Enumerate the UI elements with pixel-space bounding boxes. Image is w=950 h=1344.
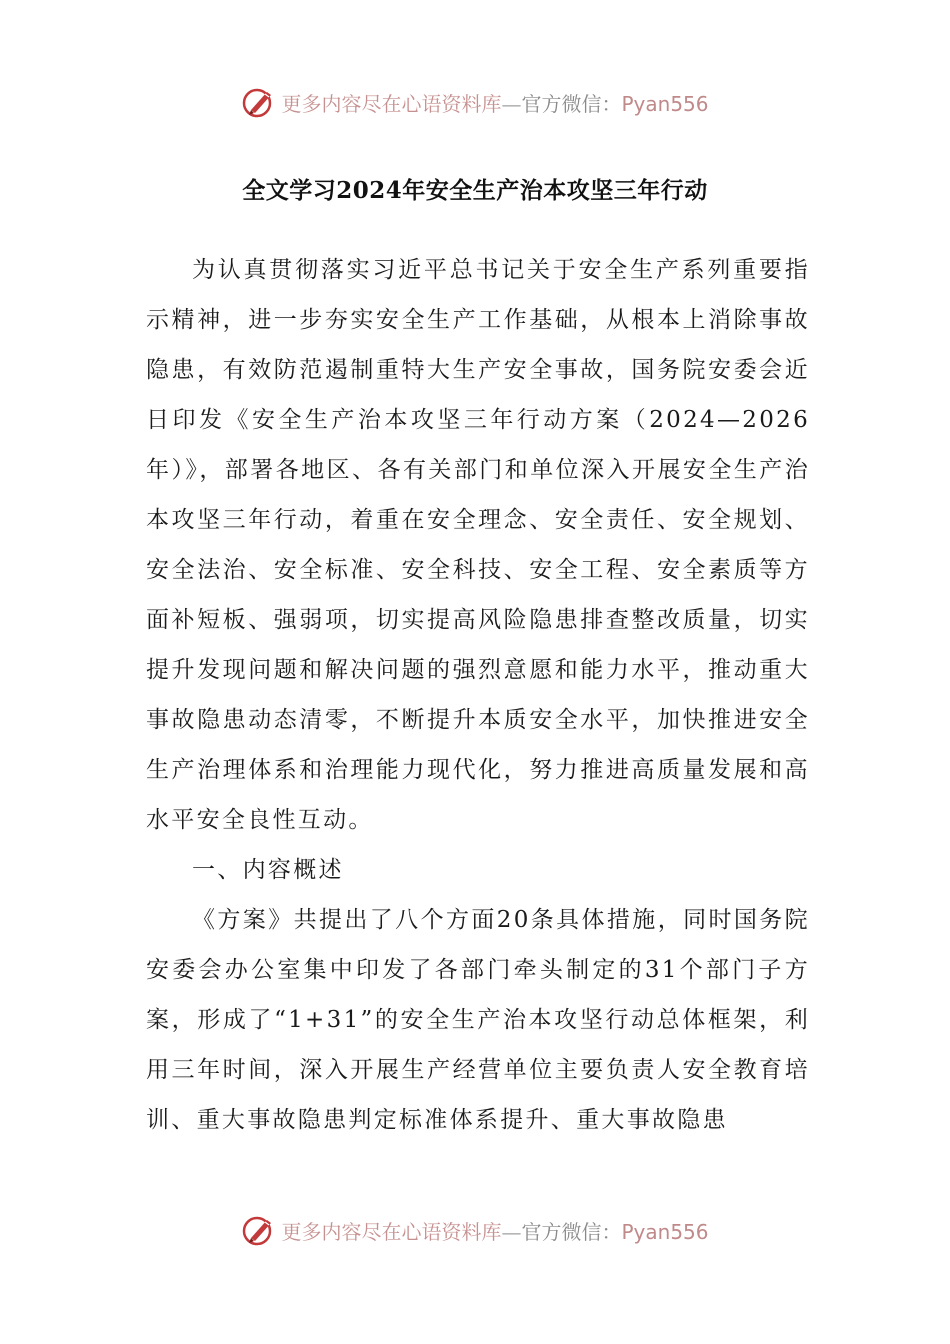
watermark-brand: 更多内容尽在心语资料库 [281,1219,502,1244]
watermark-wechat-label: 官方微信： [521,91,622,116]
watermark-header [0,80,950,124]
watermark-wechat-id: Pyan556 [621,91,709,116]
section-heading: 一、内容概述 [192,857,344,883]
paragraph-intro: 为认真贯彻落实习近平总书记关于安全生产系列重要指示精神，进一步夯实安全生产工作基础，从根本上消除事故隐患，有效防范遏制重特大生产安全事故，国务院安委会近日印发《安全生产治本攻坚三年行动方案（2024—2026年）》，部署各地区、各有关部门和单位深入开展安全生产治本攻坚三年行动，着重在安全理念、安全责任、安全规划、安全法治、安全标准、安全科技、安全工程、安全素质等方面补短板、强弱项，切实提高风险隐患排查整改质量，切实提升发现问题和解决问题的强烈意愿和能力水平，推动重大事故隐患动态清零，不断提升本质安全水平，加快推进安全生产治理体系和治理能力现代化，努力推进高质量发展和高水平安全良性互动。 [146,257,810,833]
pen-logo-icon [241,1212,277,1248]
watermark-separator: — [501,1219,522,1244]
watermark-footer [0,1208,950,1252]
watermark-wechat-label: 官方微信： [521,1219,622,1244]
watermark-separator: — [501,91,522,116]
watermark-brand: 更多内容尽在心语资料库 [281,91,502,116]
document-title: 全文学习2024年安全生产治本攻坚三年行动 [242,177,708,204]
pen-logo-icon [241,84,277,120]
watermark-wechat-id: Pyan556 [621,1219,709,1244]
paragraph-overview: 《方案》共提出了八个方面20条具体措施，同时国务院安委会办公室集中印发了各部门牵头制定的31个部门子方案，形成了“1+31”的安全生产治本攻坚行动总体框架，利用三年时间，深入开展生产经营单位主要负责人安全教育培训、重大事故隐患判定标准体系提升、重大事故隐患 [146,907,810,1133]
document-body [146,245,810,1145]
